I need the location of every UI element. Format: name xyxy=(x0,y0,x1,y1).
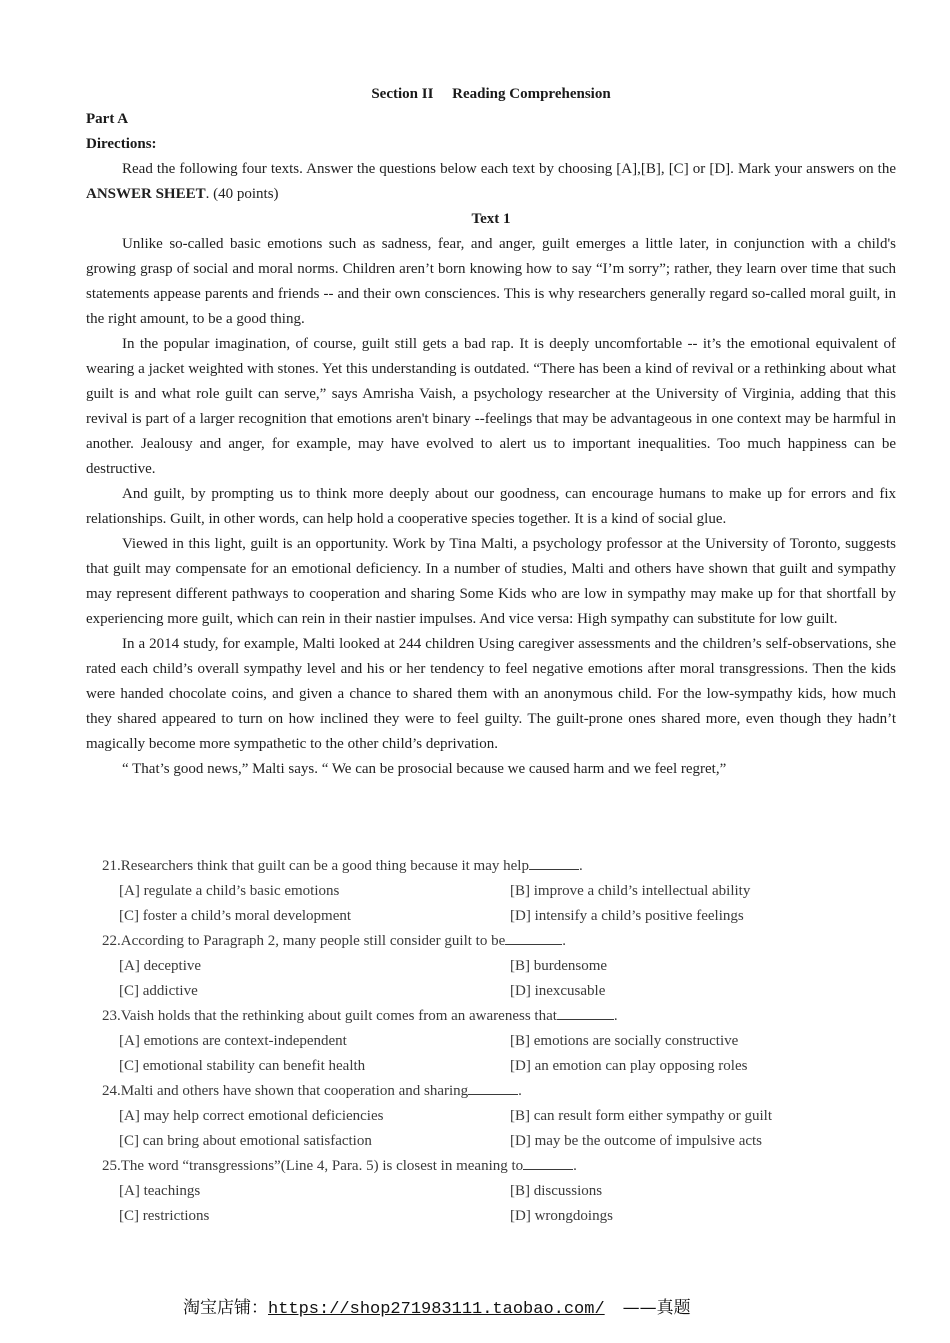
text-title: Text 1 xyxy=(471,211,511,227)
answer-sheet-emphasis: ANSWER SHEET xyxy=(86,186,206,202)
question-24-option-c: [C] can bring about emotional satisfaction xyxy=(119,1133,372,1149)
question-23-option-c: [C] emotional stability can benefit health xyxy=(119,1058,366,1074)
answer-blank xyxy=(529,855,579,870)
question-25-option-a: [A] teachings xyxy=(119,1183,201,1199)
question-22-option-c: [C] addictive xyxy=(119,983,198,999)
answer-blank xyxy=(468,1080,518,1095)
footer-suffix: ——真题 xyxy=(622,1298,691,1318)
shop-link[interactable]: https://shop271983111.taobao.com/ xyxy=(268,1300,605,1319)
passage-paragraph-4: Viewed in this light, guilt is an opportunity. Work by Tina Malti, a psychology professor at the University of Toronto, suggests that guilt may compensate for an emotional deficiency. In a number of studies, Malti and others have shown that guilt and sympathy may represent different pathways to cooperation and sharing Some Kids who are low in sympathy may make up for that shortfall by experiencing more guilt, which can rein in their nastier impulses. And vice versa: High sympathy can substitute for low guilt. xyxy=(86,536,896,627)
answer-blank xyxy=(523,1155,573,1170)
question-21-option-b: [B] improve a child’s intellectual ability xyxy=(510,883,751,899)
passage-paragraph-5: In a 2014 study, for example, Malti looked at 244 children Using caregiver assessments and the children’s self-observations, she rated each child’s overall sympathy level and his or her tendency to feel negative emotions after moral transgressions. Then the kids were handed chocolate coins, and given a chance to shared them with an anonymous child. For the low-sympathy kids, how much they shared appeared to turn on how inclined they were to feel guilty. The guilt-prone ones shared more, even though they hadn’t magically become more sympathetic to the other child’s deprivation. xyxy=(86,636,896,752)
section-title: Section II Reading Comprehension xyxy=(371,86,611,102)
question-21-stem: 21.Researchers think that guilt can be a good thing because it may help . xyxy=(102,854,862,879)
part-label: Part A xyxy=(86,111,129,127)
question-25-option-b: [B] discussions xyxy=(510,1183,603,1199)
question-24-stem: 24.Malti and others have shown that cooperation and sharing . xyxy=(102,1079,862,1104)
question-22-stem: 22.According to Paragraph 2, many people still consider guilt to be . xyxy=(102,929,862,954)
exam-page xyxy=(86,82,896,782)
question-24-option-a: [A] may help correct emotional deficiencies xyxy=(119,1108,384,1124)
question-23-option-b: [B] emotions are socially constructive xyxy=(510,1033,739,1049)
question-23-option-d: [D] an emotion can play opposing roles xyxy=(510,1058,748,1074)
question-22-option-a: [A] deceptive xyxy=(119,958,202,974)
passage-paragraph-1: Unlike so-called basic emotions such as sadness, fear, and anger, guilt emerges a little later, in conjunction with a child's growing grasp of social and moral norms. Children aren’t born knowing how to say “I’m sorry”; rather, they learn over time that such statements appease parents and friends -- and their own consciences. This is why researchers generally regard so-called moral guilt, in the right amount, to be a good thing. xyxy=(86,236,896,327)
question-21-option-a: [A] regulate a child’s basic emotions xyxy=(119,883,340,899)
shop-label: 淘宝店铺： xyxy=(183,1298,268,1318)
answer-blank xyxy=(505,930,562,945)
passage-paragraph-6: “ That’s good news,” Malti says. “ We can be prosocial because we caused harm and we feel regret,” xyxy=(122,761,727,777)
question-23-option-a: [A] emotions are context-independent xyxy=(119,1033,347,1049)
questions-list xyxy=(102,854,862,1229)
question-25-option-d: [D] wrongdoings xyxy=(510,1208,613,1224)
question-22-option-d: [D] inexcusable xyxy=(510,983,606,999)
answer-blank xyxy=(557,1005,614,1020)
question-21-option-c: [C] foster a child’s moral development xyxy=(119,908,352,924)
question-23-stem: 23.Vaish holds that the rethinking about guilt comes from an awareness that . xyxy=(102,1004,862,1029)
passage-paragraph-2: In the popular imagination, of course, guilt still gets a bad rap. It is deeply uncomfortable -- it’s the emotional equivalent of wearing a jacket weighted with stones. Yet this understanding is outdated. “There has been a kind of revival or a rethinking about what guilt is and what role guilt can serve,” says Amrisha Vaish, a psychology researcher at the University of Virginia, adding that this revival is part of a larger recognition that emotions aren't binary --feelings that may be advantageous in one context may be harmful in another. Jealousy and anger, for example, may have evolved to alert us to important inequalities. Too much happiness can be destructive. xyxy=(86,336,896,477)
question-21-option-d: [D] intensify a child’s positive feelings xyxy=(510,908,744,924)
question-22-option-b: [B] burdensome xyxy=(510,958,608,974)
page-footer xyxy=(183,1296,691,1322)
question-25-option-c: [C] restrictions xyxy=(119,1208,210,1224)
passage-paragraph-3: And guilt, by prompting us to think more deeply about our goodness, can encourage humans to make up for errors and fix relationships. Guilt, in other words, can help hold a cooperative species together. It is a kind of social glue. xyxy=(86,486,896,527)
directions-text: Read the following four texts. Answer the questions below each text by choosing [A],[B], [C] or [D]. Mark your answers on the ANSWER SHEET. (40 points) xyxy=(86,161,896,202)
directions-label: Directions: xyxy=(86,136,157,152)
question-24-option-d: [D] may be the outcome of impulsive acts xyxy=(510,1133,763,1149)
question-25-stem: 25.The word “transgressions”(Line 4, Para. 5) is closest in meaning to . xyxy=(102,1154,862,1179)
question-24-option-b: [B] can result form either sympathy or guilt xyxy=(510,1108,773,1124)
